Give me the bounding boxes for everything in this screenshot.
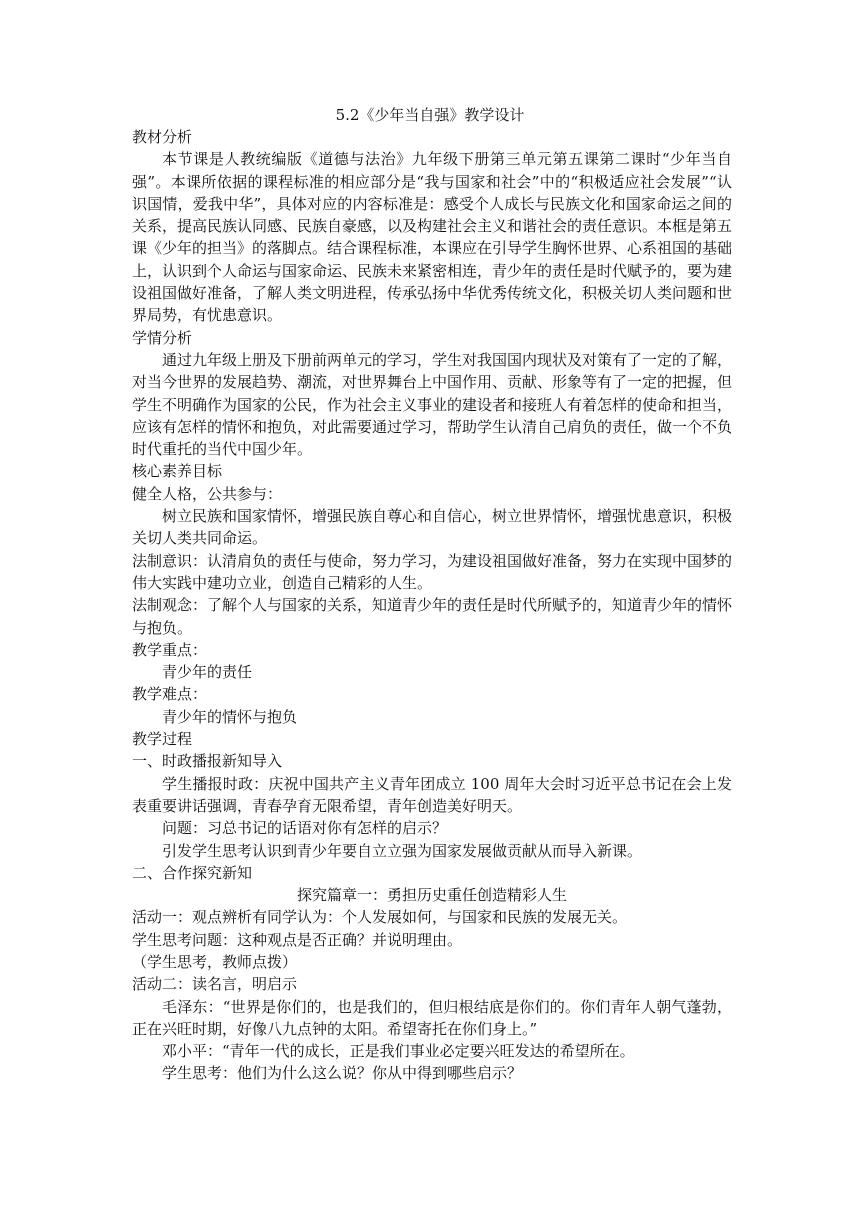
key-point-heading: 教学重点： [132, 640, 208, 659]
document-title: 5.2《少年当自强》教学设计 [335, 106, 525, 124]
difficulty-heading: 教学难点： [132, 685, 208, 704]
step1-paragraph: 学生播报时政：庆祝中国共产主义青年团成立 100 周年大会时习近平总书记在会上发表重要讲话强调，青春孕育无限希望，青年创造美好明天。 [132, 774, 732, 815]
activity2: 活动二：读名言，明启示 [132, 975, 298, 994]
section-heading-student-analysis: 学情分析 [132, 328, 193, 347]
core-goals-paragraph: 树立民族和国家情怀，增强民族自尊心和自信心，树立世界情怀，增强忧患意识，积极关切人类共同命运。 [132, 507, 733, 548]
process-heading: 教学过程 [132, 730, 193, 749]
core-goals-subheading: 健全人格，公共参与： [132, 484, 283, 503]
activity1-note: （学生思考，教师点拨） [132, 952, 298, 971]
quote-mao: 毛泽东：“世界是你们的，也是我们的，但归根结底是你们的。你们青年人朝气蓬勃，正在兴旺时期，好像八九点钟的太阳。希望寄托在你们身上。” [132, 997, 732, 1038]
chapter1-heading: 探究篇章一：勇担历史重任创造精彩人生 [296, 886, 567, 905]
step1-summary: 引发学生思考认识到青少年要自立立强为国家发展做贡献从而导入新课。 [162, 841, 643, 860]
quote-deng: 邓小平：“青年一代的成长，正是我们事业必定要兴旺发达的希望所在。 [162, 1042, 635, 1061]
document-body [132, 126, 732, 1085]
legal-concept-paragraph: 法制观念：了解个人与国家的关系，知道青少年的责任是时代所赋予的，知道青少年的情怀与抱负。 [132, 596, 733, 637]
section-heading-core-goals: 核心素养目标 [132, 462, 223, 481]
activity1: 活动一：观点辨析有同学认为：个人发展如何，与国家和民族的发展无关。 [132, 908, 628, 927]
step1-heading: 一、时政播报新知导入 [132, 752, 283, 771]
activity1-question: 学生思考问题：这种观点是否正确？并说明理由。 [132, 930, 463, 949]
section-heading-textbook-analysis: 教材分析 [132, 128, 193, 146]
step1-question: 问题：习总书记的话语对你有怎样的启示？ [162, 819, 448, 838]
legal-awareness-paragraph: 法制意识：认清肩负的责任与使命，努力学习，为建设祖国做好准备，努力在实现中国梦的伟大实践中建功立业，创造自己精彩的人生。 [132, 551, 733, 592]
textbook-analysis-paragraph: 本节课是人教统编版《道德与法治》九年级下册第三单元第五课第二课时“少年当自强”。本课所依据的课程标准的相应部分是“我与国家和社会”中的“积极适应社会发展”“认识国情，爱我中华”，具体对应的内容标准是：感受个人成长与民族文化和国家命运之间的关系，提高民族认同感、民族自豪感，以及构建社会主义和谐社会的责任意识。本框是第五课《少年的担当》的落脚点。结合课程标准，本课应在引导学生胸怀世界、心系祖国的基础上，认识到个人命运与国家命运、民族未来紧密相连，青少年的责任是时代赋予的，要为建设祖国做好准备，了解人类文明进程，传承弘扬中华优秀传统文化，积极关切人类问题和世界局势，有忧患意识。 [132, 150, 733, 325]
key-point-text: 青少年的责任 [162, 663, 253, 682]
student-analysis-paragraph: 通过九年级上册及下册前两单元的学习，学生对我国国内现状及对策有了一定的了解，对当今世界的发展趋势、潮流，对世界舞台上中国作用、贡献、形象等有了一定的把握，但学生不明确作为国家的公民，作为社会主义事业的建设者和接班人有着怎样的使命和担当，应该有怎样的情怀和抱负，对此需要通过学习，帮助学生认清自己肩负的责任，做一个不负时代重托的当代中国少年。 [132, 350, 733, 459]
activity2-question: 学生思考：他们为什么这么说？你从中得到哪些启示？ [162, 1064, 523, 1083]
difficulty-text: 青少年的情怀与抱负 [162, 707, 298, 726]
step2-heading: 二、合作探究新知 [132, 863, 253, 882]
